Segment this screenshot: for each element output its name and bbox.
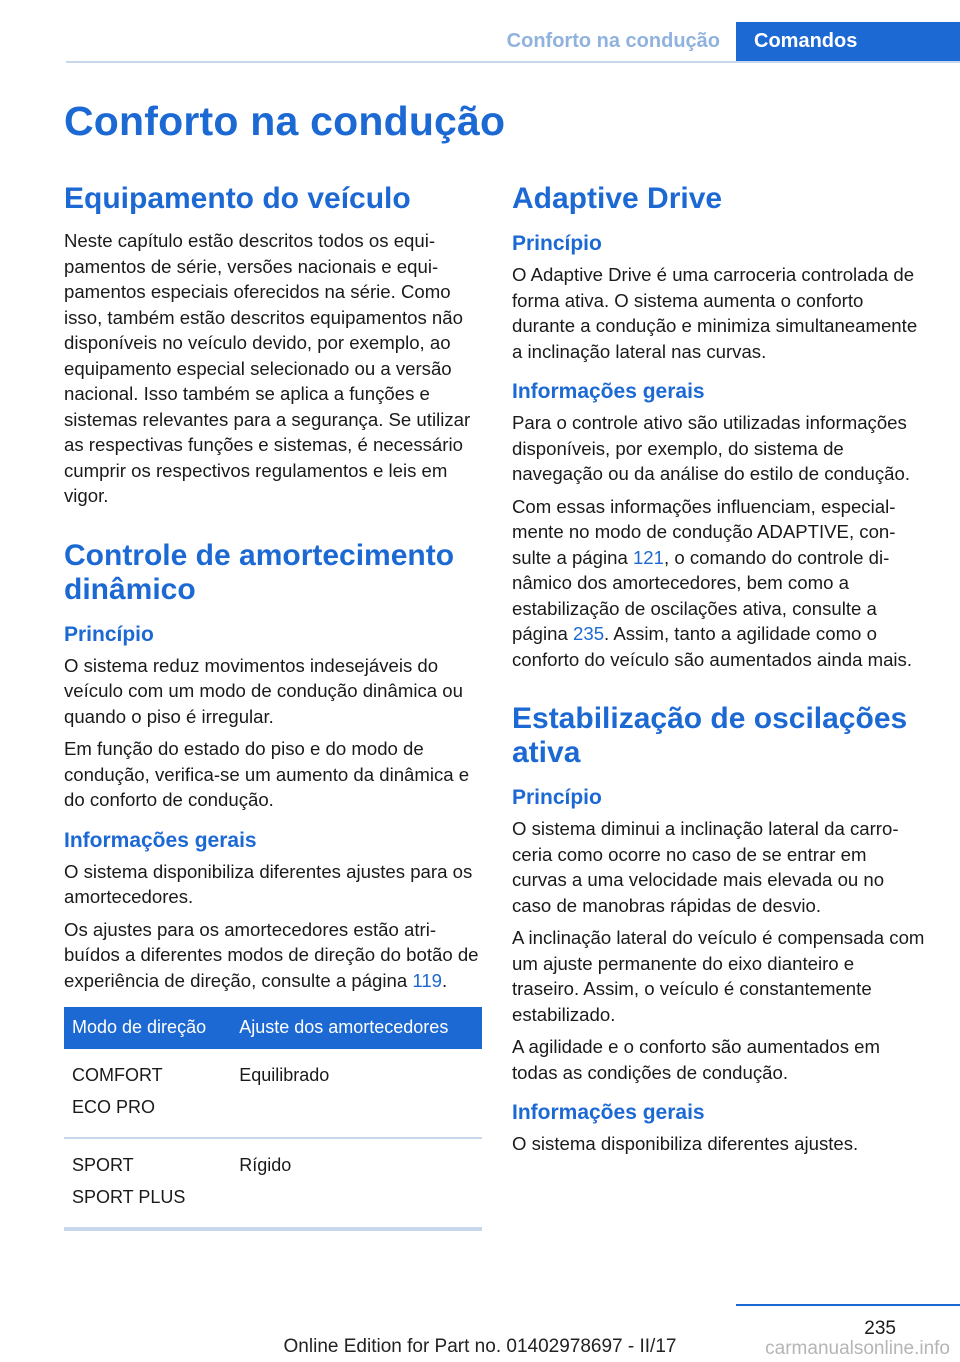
estabilizacao-text-3: A agilidade e o conforto são aumentados em todas as condições de condução. [512, 1036, 880, 1083]
header-section-title: Conforto na condução [506, 30, 720, 52]
section-heading-estabilizacao: Estabilização de oscilações ativa [512, 702, 908, 769]
equipamento-text: Neste capítulo estão descritos todos os equipamentos de série, versões nacionais e equipamentos especiais oferecidos na série. Como isso, também estão descritos equipamentos não disponíveis no veículo devido, por exemplo, ao equipamento especial selecionado ou a versão nacional. Isso também se aplica a funções e sistemas relevantes para a segurança. Se utilizar as respectivas funções e sistemas, é necessário cumprir os respectivos regulamentos e leis em vigor. [64, 230, 471, 506]
subheading-principio: Princípio [512, 232, 602, 255]
footer-edition: Online Edition for Part no. 01402978697 - II/17 [283, 1336, 677, 1357]
section-heading-equipamento: Equipamento do veículo [64, 182, 411, 215]
table-cell-setting: Equilibrado [231, 1049, 482, 1138]
damper-settings-table [64, 1007, 482, 1231]
section-heading-adaptive-drive: Adaptive Drive [512, 182, 723, 215]
table-header-mode: Modo de direção [64, 1007, 231, 1049]
left-column [64, 182, 482, 1231]
subheading-principio: Princípio [64, 622, 154, 646]
table-header-row [64, 1007, 482, 1049]
adaptive-info-text-2 [512, 494, 926, 673]
adaptive-info-text-1: Para o controle ativo são utilizadas informações disponíveis, por exemplo, do sistema de navegação ou da análise do estilo de condução. [512, 412, 911, 484]
subheading-principio: Princípio [512, 786, 602, 809]
adaptive-info-text-2c: . Assim, tanto a agilidade como o conforto do veículo são aumentados ainda mais. [512, 623, 913, 670]
mode-eco-pro: ECO PRO [72, 1097, 156, 1117]
subheading-informacoes: Informações gerais [512, 380, 705, 403]
page-number: 235 [864, 1318, 896, 1339]
estabilizacao-text-1: O sistema diminui a inclinação lateral da carroceria como ocorre no caso de se entrar em curvas a uma velocidade mais elevada ou no caso de manobras rápidas de desvio. [512, 818, 899, 916]
mode-sport-plus: SPORT PLUS [72, 1187, 186, 1207]
subheading-informacoes: Informações gerais [512, 1101, 705, 1124]
table-cell-mode [64, 1049, 231, 1138]
watermark: carmanualsonline.info [765, 1338, 950, 1359]
table-cell-setting: Rígido [231, 1138, 482, 1229]
section-heading-amortecimento: Controle de amortecimento dinâmico [64, 538, 455, 606]
informacoes-text-2 [64, 917, 482, 994]
adaptive-info-text-2a: Com essas informações influenciam, especialmente no modo de condução ADAPTIVE, consulte a página [512, 495, 896, 568]
estabilizacao-text-2: A inclinação lateral do veículo é compensada com um ajuste permanente do eixo dianteiro e traseiro. Assim, o veículo é constantemente estabilizado. [512, 927, 925, 1025]
informacoes-text-2a: Os ajustes para os amortecedores estão atribuídos a diferentes modos de direção do botão de experiência de direção, consulte a página [64, 918, 479, 991]
page-link-235[interactable]: 235 [573, 623, 605, 644]
adaptive-principio-text: O Adaptive Drive é uma carroceria controlada de forma ativa. O sistema aumenta o conforto durante a condução e minimiza simultaneamente a inclinação lateral nas curvas. [512, 264, 918, 362]
table-cell-mode [64, 1138, 231, 1229]
informacoes-text-2b: . [442, 969, 448, 991]
estabilizacao-info-text: O sistema disponibiliza diferentes ajustes. [512, 1133, 859, 1154]
page-number-rule [736, 1304, 960, 1306]
mode-sport: SPORT [72, 1155, 134, 1175]
page-link-119[interactable]: 119 [412, 969, 443, 991]
mode-comfort: COMFORT [72, 1065, 163, 1085]
page-title: Conforto na condução [64, 98, 506, 144]
table-row [64, 1049, 482, 1138]
page-link-121[interactable]: 121 [632, 546, 664, 568]
principio-text-2: Em função do estado do piso e do modo de condução, verifica-se um aumento da dinâmica e do conforto de condução. [64, 738, 470, 810]
subheading-informacoes: Informações gerais [64, 828, 257, 852]
header-tab-comandos[interactable]: Comandos [736, 22, 960, 63]
informacoes-text-1: O sistema disponibiliza diferentes ajustes para os amortecedores. [64, 860, 473, 907]
table-row [64, 1138, 482, 1229]
header-divider [66, 61, 960, 63]
adaptive-info-text-2b: , o comando do controle dinâmico dos amortecedores, bem como a estabilização de oscilações ativa, consulte a página [512, 546, 890, 644]
table-header-setting: Ajuste dos amortecedores [231, 1007, 482, 1049]
principio-text-1: O sistema reduz movimentos indesejáveis do veículo com um modo de condução dinâmica ou quando o piso é irregular. [64, 654, 463, 727]
right-column [512, 182, 926, 1164]
